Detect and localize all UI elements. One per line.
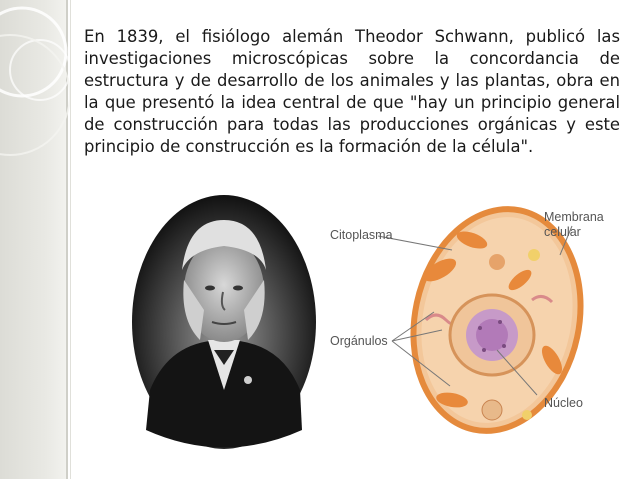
label-membrane-line1: Membrana [544,210,604,224]
label-membrane-line2: celular [544,225,581,239]
schwann-portrait [130,190,318,450]
left-divider-line-thin [70,0,71,479]
decorative-arcs [0,0,70,479]
main-paragraph: En 1839, el fisiólogo alemán Theodor Schwann, publicó las investigaciones microscópicas sobre la concordancia de estructura y de desarrollo de los animales y las plantas, obra en la que presentó la idea central de que "hay un principio general de construcción para todas las producciones orgánicas y este principio de construcción es la formación de la célula". [84,27,620,157]
label-cytoplasm: Citoplasma [330,228,393,242]
label-organelles: Orgánulos [330,334,388,348]
label-nucleus: Núcleo [544,396,583,410]
